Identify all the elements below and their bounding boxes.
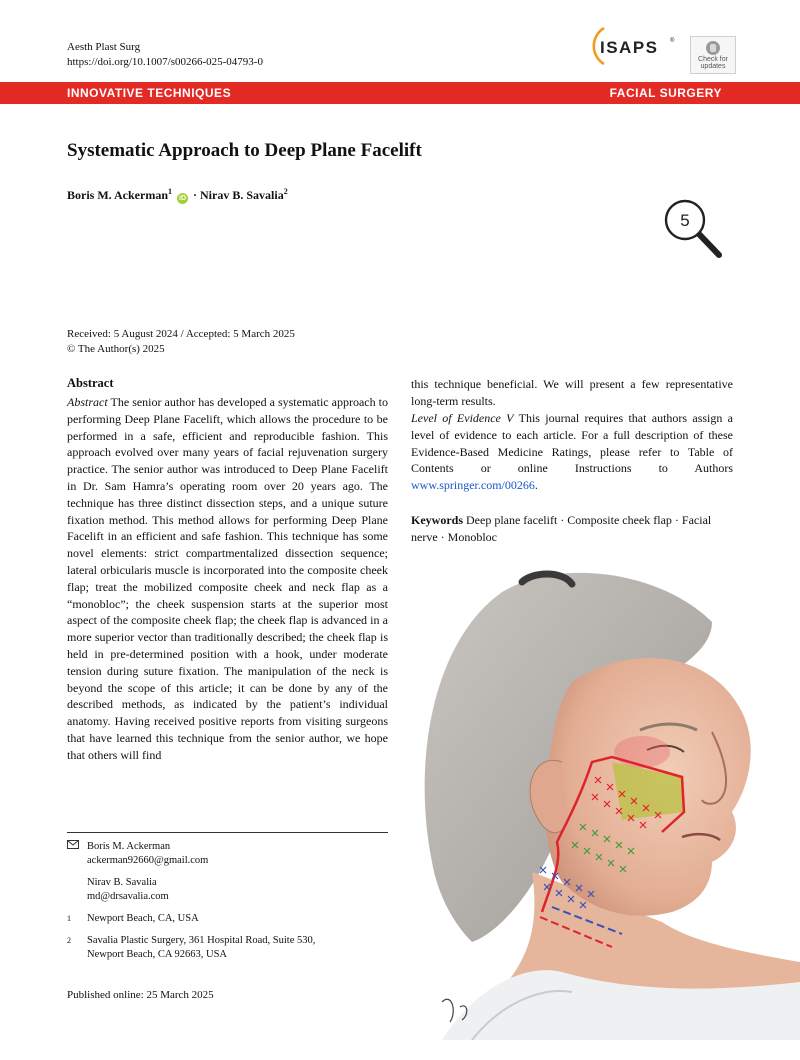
corresponding-author-1	[67, 840, 388, 868]
abstract-label: Abstract	[67, 395, 108, 409]
magnifier-icon	[655, 198, 725, 262]
facelift-illustration	[412, 562, 800, 1040]
keywords-label: Keywords	[411, 513, 463, 527]
check-line1: Check for	[698, 56, 728, 63]
isaps-logo[interactable]	[578, 22, 678, 70]
evidence-level-number: 5	[680, 211, 690, 230]
corr-name: Nirav B. Savalia	[87, 877, 157, 888]
footnote-divider	[67, 832, 388, 833]
doi-link[interactable]: https://doi.org/10.1007/s00266-025-04793-0	[67, 56, 263, 68]
evidence-level-badge	[655, 198, 725, 262]
corr-name: Boris M. Ackerman	[87, 841, 171, 852]
article-title: Systematic Approach to Deep Plane Facelift	[67, 140, 422, 161]
author-name[interactable]: Nirav B. Savalia	[200, 188, 284, 202]
springer-link[interactable]: www.springer.com/00266	[411, 478, 535, 493]
journal-header	[67, 40, 263, 70]
check-for-updates-badge[interactable]	[690, 36, 736, 74]
correspondence-block	[67, 840, 388, 962]
article-dates	[67, 327, 295, 357]
level-of-evidence-text: This journal requires that authors assign a level of evidence to each article. For a full description of these Evidence-Based Medicine Ratings, please refer to Table of Contents or online Instructions to Authors	[411, 411, 734, 476]
keywords-text: Deep plane facelift · Composite cheek flap · Facial nerve · Monobloc	[411, 513, 712, 544]
affiliation-text: Newport Beach, CA, USA	[87, 913, 199, 924]
affiliation-number: 1	[67, 914, 71, 923]
published-online: Published online: 25 March 2025	[67, 989, 214, 1001]
abstract-text: The senior author has developed a systematic approach to performing Deep Plane Facelift, which allows the procedure to be performed in a safe, efficient and reproducible fashion. This approach evolved over many years of facial rejuvenation surgery practice. The senior author was introduced to Deep Plane Facelift in Dr. Sam Hamra’s operating room over 20 years ago. The technique has three distinct dissection steps, and a unique suture fixation method. This method allows for performing Deep Plane Facelift in an efficient and safe fashion. This technique has some novel elements: strict compartmentalized dissection sequence; lateral orbicularis muscle is incorporated into the composite cheek flap; treat the mobilized composite cheek and neck flap as a “monobloc”; the cheek suspension starts at the superior most aspect of the composite cheek flap; the cheek flap is advanced in a more superior vector than traditionally described; the cheek flap is held in pre-determined position with a hook, under moderate tension during suture fixation. The manipulation of the neck is beyond the scope of this article; it can be done by any of the described methods, as indicated by the patient’s individual anatomy. Having received positive reports from visiting surgeons that have learned this technique from the senior author, we hope that others will find	[67, 395, 388, 762]
section-band	[0, 82, 800, 104]
keywords	[411, 512, 733, 546]
level-of-evidence	[411, 410, 733, 494]
orcid-icon[interactable]: iD	[179, 195, 186, 202]
affiliation-2	[67, 934, 388, 962]
received-accepted: Received: 5 August 2024 / Accepted: 5 March 2025	[67, 328, 295, 340]
author-affiliation-mark: 1	[168, 187, 172, 196]
author-separator: ·	[190, 188, 201, 202]
copyright: © The Author(s) 2025	[67, 343, 165, 355]
abstract-body	[67, 394, 388, 764]
level-end: .	[534, 478, 538, 493]
envelope-icon	[67, 840, 80, 854]
level-of-evidence-label: Level of Evidence V	[411, 411, 514, 425]
affiliation-number: 2	[67, 936, 71, 945]
abstract-heading: Abstract	[67, 376, 114, 390]
affiliation-text: Savalia Plastic Surgery, 361 Hospital Road, Suite 530,	[87, 935, 316, 946]
abstract-continuation: this technique beneficial. We will present a few representative long-term results.	[411, 377, 733, 408]
article-type: INNOVATIVE TECHNIQUES	[67, 86, 232, 100]
isaps-logo-text: ISAPS	[600, 38, 659, 57]
corresponding-author-2	[67, 876, 388, 904]
registered-mark: ®	[670, 38, 675, 44]
corr-email[interactable]: md@drsavalia.com	[87, 891, 169, 902]
journal-name: Aesth Plast Surg	[67, 41, 141, 53]
author-list	[67, 187, 288, 204]
subject-category: FACIAL SURGERY	[609, 86, 722, 100]
author-name[interactable]: Boris M. Ackerman	[67, 188, 168, 202]
check-line2: updates	[700, 63, 726, 70]
corr-email[interactable]: ackerman92660@gmail.com	[87, 855, 209, 866]
affiliation-text: Newport Beach, CA 92663, USA	[87, 949, 227, 960]
bookmark-icon	[706, 41, 720, 55]
affiliation-1	[67, 912, 388, 926]
author-affiliation-mark: 2	[283, 187, 288, 196]
